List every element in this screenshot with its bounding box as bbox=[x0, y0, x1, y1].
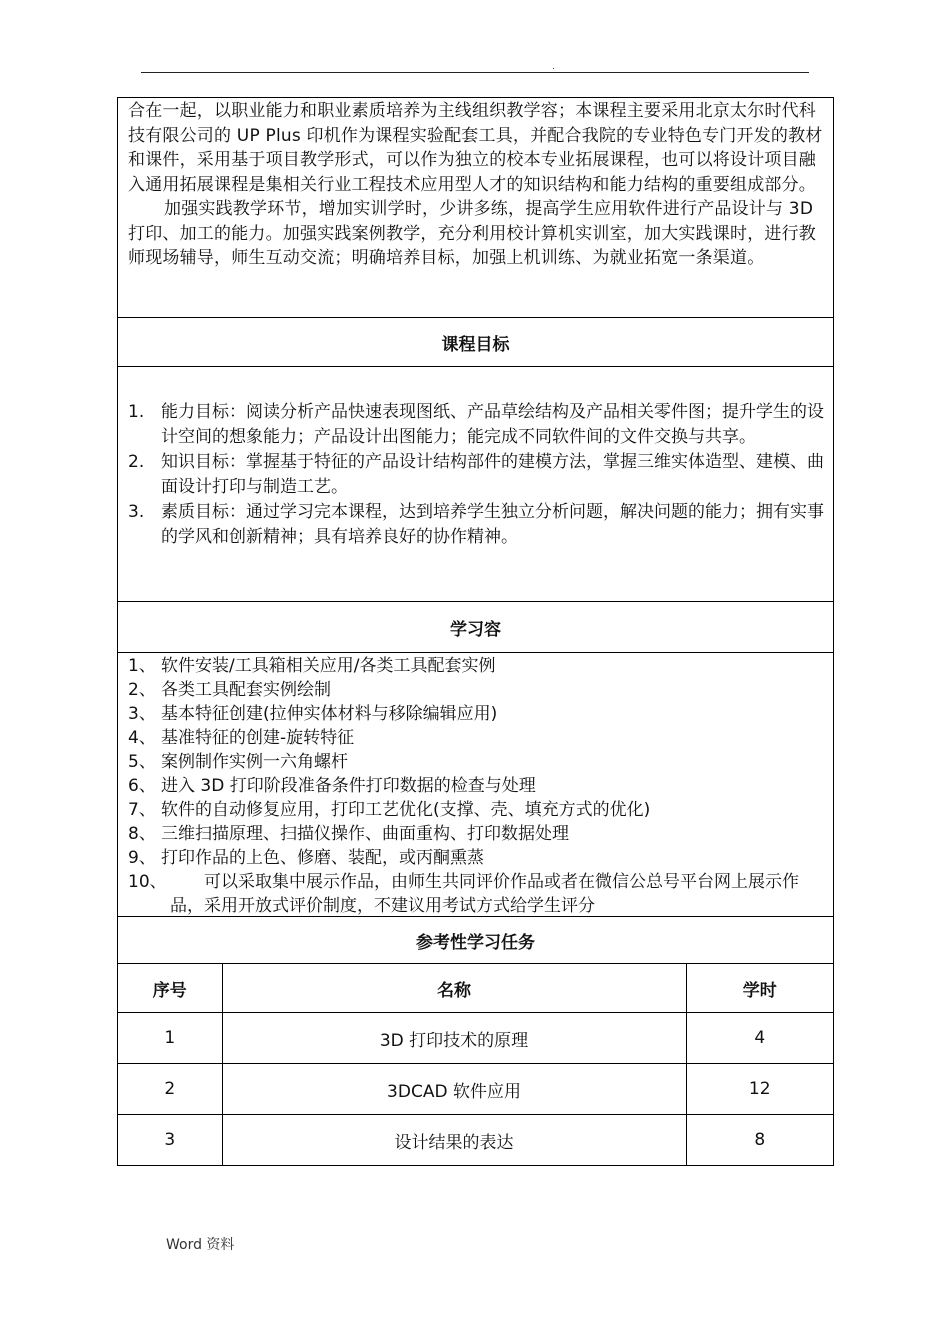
content-item: 9、 打印作品的上色、修磨、装配，或丙酮熏蒸 bbox=[128, 848, 484, 868]
tasks-table bbox=[118, 963, 833, 1165]
content-item: 1、 软件安装/工具箱相关应用/各类工具配套实例 bbox=[128, 656, 496, 676]
table-row bbox=[118, 1064, 833, 1115]
header-num: 序号 bbox=[118, 964, 222, 1013]
goal-item: 2. 知识目标：掌握基于特征的产品设计结构部件的建模方法，掌握三维实体造型、建模、曲面设计打印与制造工艺。 bbox=[128, 452, 824, 497]
intro-paragraph-1: 合在一起，以职业能力和职业素质培养为主线组织教学容；本课程主要采用北京太尔时代科技有限公司的 UP Plus 印机作为课程实验配套工具，并配合我院的专业特色专门开发的教材和课件，采用基于项目教学形式，可以作为独立的校本专业拓展课程，也可以将设计项目融入通用拓展课程是集相关行业工程技术应用型人才的知识结构和能力结构的重要组成部分。 bbox=[128, 101, 823, 195]
content-item: 7、 软件的自动修复应用，打印工艺优化(支撑、壳、填充方式的优化) bbox=[128, 800, 651, 820]
goals-title: 课程目标 bbox=[118, 317, 833, 366]
content-item: 6、 进入 3D 打印阶段准备条件打印数据的检查与处理 bbox=[128, 776, 536, 796]
content-section bbox=[118, 652, 833, 916]
goal-item: 1. 能力目标：阅读分析产品快速表现图纸、产品草绘结构及产品相关零件图；提升学生的设计空间的想象能力；产品设计出图能力；能完成不同软件间的文件交换与共享。 bbox=[128, 402, 824, 447]
tasks-header-row bbox=[118, 964, 833, 1013]
cell-hours: 12 bbox=[686, 1064, 833, 1115]
table-row bbox=[118, 1013, 833, 1064]
cell-name: 设计结果的表达 bbox=[222, 1115, 686, 1166]
content-item: 4、 基准特征的创建-旋转特征 bbox=[128, 728, 355, 748]
header-hours: 学时 bbox=[686, 964, 833, 1013]
cell-name: 3DCAD 软件应用 bbox=[222, 1064, 686, 1115]
cell-name: 3D 打印技术的原理 bbox=[222, 1013, 686, 1064]
goals-section bbox=[118, 366, 833, 601]
intro-section bbox=[118, 98, 833, 317]
header-rule bbox=[141, 72, 809, 73]
cell-num: 1 bbox=[118, 1013, 222, 1064]
intro-paragraph-2: 加强实践教学环节，增加实训学时，少讲多练，提高学生应用软件进行产品设计与 3D 打印、加工的能力。加强实践案例教学，充分利用校计算机实训室，加大实践课时，进行教师现场辅导，师生互动交流；明确培养目标，加强上机训练、为就业拓宽一条渠道。 bbox=[128, 199, 816, 268]
tasks-title: 参考性学习任务 bbox=[118, 916, 833, 963]
table-row bbox=[118, 1115, 833, 1166]
cell-num: 2 bbox=[118, 1064, 222, 1115]
content-item: 2、 各类工具配套实例绘制 bbox=[128, 680, 331, 700]
header-mark: . bbox=[552, 62, 555, 72]
cell-num: 3 bbox=[118, 1115, 222, 1166]
header-name: 名称 bbox=[222, 964, 686, 1013]
content-title: 学习容 bbox=[118, 601, 833, 652]
content-item: 3、 基本特征创建(拉伸实体材料与移除编辑应用) bbox=[128, 704, 498, 724]
footer-text: Word 资料 bbox=[166, 1237, 235, 1253]
cell-hours: 4 bbox=[686, 1013, 833, 1064]
goal-item: 3. 素质目标：通过学习完本课程，达到培养学生独立分析问题，解决问题的能力；拥有实事的学风和创新精神；具有培养良好的协作精神。 bbox=[128, 502, 824, 547]
content-item: 5、 案例制作实例一六角螺杆 bbox=[128, 752, 348, 772]
content-item: 8、 三维扫描原理、扫描仪操作、曲面重构、打印数据处理 bbox=[128, 824, 569, 844]
cell-hours: 8 bbox=[686, 1115, 833, 1166]
course-table bbox=[117, 97, 834, 1166]
content-item: 10、 可以采取集中展示作品，由师生共同评价作品或者在微信公总号平台网上展示作品，采用开放式评价制度，不建议用考试方式给学生评分 bbox=[128, 872, 799, 916]
